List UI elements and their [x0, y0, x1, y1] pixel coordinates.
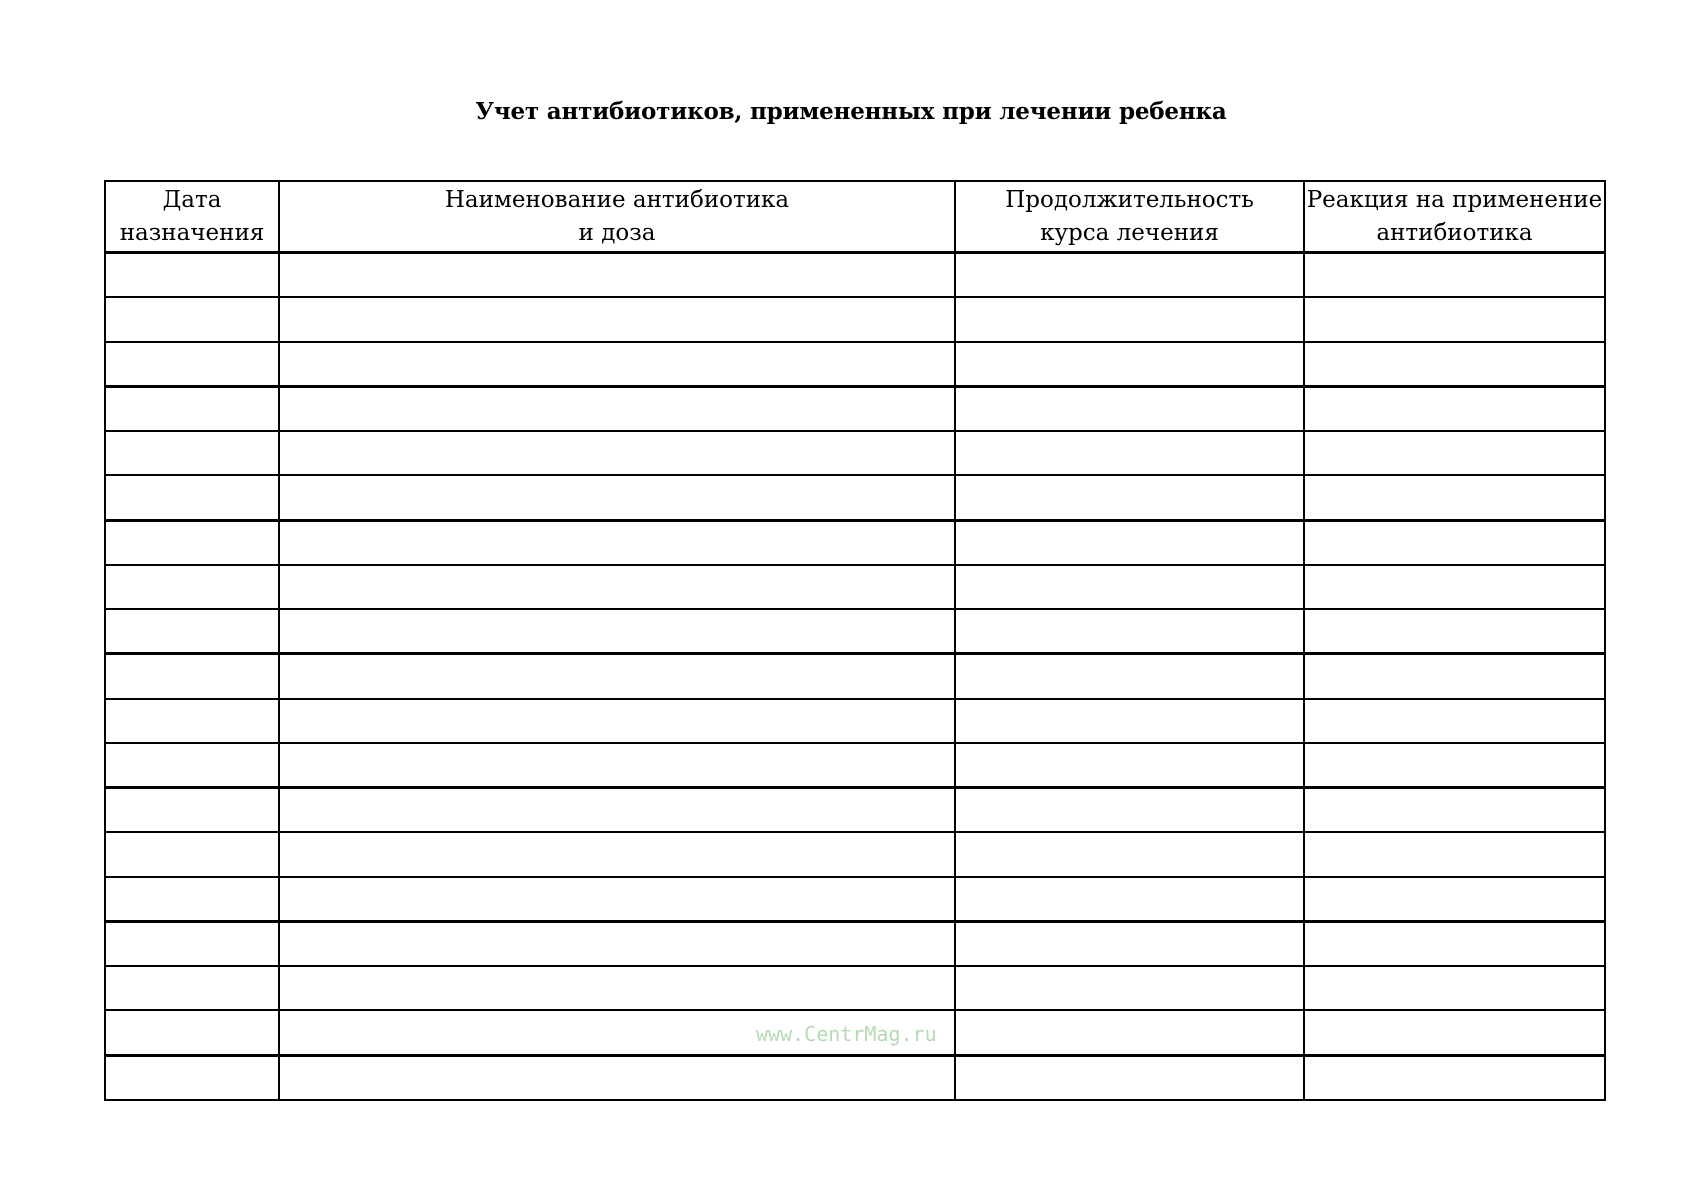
- date-cell[interactable]: [105, 609, 279, 654]
- antibiotic-cell[interactable]: [279, 788, 955, 833]
- reaction-cell[interactable]: [1304, 342, 1605, 387]
- duration-cell[interactable]: [955, 565, 1304, 609]
- duration-cell[interactable]: [955, 520, 1304, 565]
- column-header-duration: [955, 181, 1304, 253]
- date-cell[interactable]: [105, 431, 279, 475]
- reaction-cell[interactable]: [1304, 520, 1605, 565]
- antibiotic-cell[interactable]: [279, 921, 955, 966]
- date-cell[interactable]: [105, 832, 279, 876]
- reaction-cell[interactable]: [1304, 966, 1605, 1010]
- reaction-cell[interactable]: [1304, 431, 1605, 475]
- page-title: Учет антибиотиков, примененных при лечении ребенка: [475, 98, 1227, 125]
- duration-cell[interactable]: [955, 1055, 1304, 1100]
- column-header-date-line2: назначения: [119, 220, 265, 246]
- table-row: [105, 431, 1605, 475]
- column-header-duration-line2: курса лечения: [1040, 220, 1219, 246]
- column-header-date: [105, 181, 279, 253]
- date-cell[interactable]: [105, 565, 279, 609]
- date-cell[interactable]: [105, 475, 279, 520]
- table-row: [105, 788, 1605, 833]
- table-row: [105, 743, 1605, 788]
- antibiotic-cell[interactable]: [279, 342, 955, 387]
- reaction-cell[interactable]: [1304, 699, 1605, 743]
- date-cell[interactable]: [105, 253, 279, 298]
- table-row: [105, 921, 1605, 966]
- antibiotic-cell[interactable]: [279, 431, 955, 475]
- antibiotic-cell[interactable]: [279, 743, 955, 788]
- reaction-cell[interactable]: [1304, 565, 1605, 609]
- duration-cell[interactable]: [955, 609, 1304, 654]
- date-cell[interactable]: [105, 1010, 279, 1055]
- table-row: [105, 832, 1605, 876]
- table-header-row: [105, 181, 1605, 253]
- duration-cell[interactable]: [955, 877, 1304, 922]
- date-cell[interactable]: [105, 386, 279, 431]
- duration-cell[interactable]: [955, 966, 1304, 1010]
- date-cell[interactable]: [105, 654, 279, 699]
- antibiotics-record-table: [104, 180, 1606, 1101]
- reaction-cell[interactable]: [1304, 386, 1605, 431]
- table-row: [105, 609, 1605, 654]
- antibiotic-cell[interactable]: [279, 565, 955, 609]
- date-cell[interactable]: [105, 297, 279, 341]
- reaction-cell[interactable]: [1304, 253, 1605, 298]
- table-row: [105, 475, 1605, 520]
- date-cell[interactable]: [105, 877, 279, 922]
- antibiotic-cell[interactable]: [279, 520, 955, 565]
- reaction-cell[interactable]: [1304, 788, 1605, 833]
- duration-cell[interactable]: [955, 475, 1304, 520]
- date-cell[interactable]: [105, 1055, 279, 1100]
- reaction-cell[interactable]: [1304, 1055, 1605, 1100]
- duration-cell[interactable]: [955, 342, 1304, 387]
- reaction-cell[interactable]: [1304, 654, 1605, 699]
- duration-cell[interactable]: [955, 386, 1304, 431]
- antibiotic-cell[interactable]: [279, 832, 955, 876]
- duration-cell[interactable]: [955, 253, 1304, 298]
- date-cell[interactable]: [105, 921, 279, 966]
- antibiotic-cell[interactable]: [279, 297, 955, 341]
- antibiotic-cell[interactable]: [279, 877, 955, 922]
- duration-cell[interactable]: [955, 788, 1304, 833]
- antibiotic-cell[interactable]: [279, 966, 955, 1010]
- duration-cell[interactable]: [955, 297, 1304, 341]
- table-row: [105, 877, 1605, 922]
- table-body: [105, 253, 1605, 1101]
- column-header-antibiotic-line1: Наименование антибиотика: [444, 187, 790, 213]
- date-cell[interactable]: [105, 966, 279, 1010]
- antibiotic-cell[interactable]: [279, 654, 955, 699]
- antibiotic-cell[interactable]: [279, 1055, 955, 1100]
- duration-cell[interactable]: [955, 699, 1304, 743]
- table-row: [105, 253, 1605, 298]
- date-cell[interactable]: [105, 520, 279, 565]
- watermark: www.CentrMag.ru: [756, 1022, 937, 1046]
- table-row: [105, 1055, 1605, 1100]
- column-header-duration-line1: Продолжительность: [1005, 187, 1254, 213]
- table-row: [105, 297, 1605, 341]
- antibiotic-cell[interactable]: [279, 386, 955, 431]
- antibiotic-cell[interactable]: [279, 699, 955, 743]
- table-row: [105, 565, 1605, 609]
- table-row: [105, 699, 1605, 743]
- antibiotic-cell[interactable]: [279, 253, 955, 298]
- reaction-cell[interactable]: [1304, 609, 1605, 654]
- reaction-cell[interactable]: [1304, 1010, 1605, 1055]
- reaction-cell[interactable]: [1304, 877, 1605, 922]
- date-cell[interactable]: [105, 699, 279, 743]
- column-header-reaction-line2: антибиотика: [1376, 220, 1533, 246]
- reaction-cell[interactable]: [1304, 743, 1605, 788]
- column-header-date-line1: Дата: [162, 187, 222, 213]
- antibiotic-cell[interactable]: [279, 609, 955, 654]
- reaction-cell[interactable]: [1304, 832, 1605, 876]
- reaction-cell[interactable]: [1304, 475, 1605, 520]
- column-header-antibiotic-line2: и доза: [578, 220, 656, 246]
- table-row: [105, 386, 1605, 431]
- duration-cell[interactable]: [955, 743, 1304, 788]
- duration-cell[interactable]: [955, 654, 1304, 699]
- column-header-reaction-line1: Реакция на применение: [1306, 187, 1603, 213]
- table-row: [105, 654, 1605, 699]
- reaction-cell[interactable]: [1304, 921, 1605, 966]
- date-cell[interactable]: [105, 743, 279, 788]
- duration-cell[interactable]: [955, 832, 1304, 876]
- duration-cell[interactable]: [955, 921, 1304, 966]
- table-row: [105, 342, 1605, 387]
- duration-cell[interactable]: [955, 431, 1304, 475]
- reaction-cell[interactable]: [1304, 297, 1605, 341]
- antibiotic-cell[interactable]: [279, 475, 955, 520]
- date-cell[interactable]: [105, 342, 279, 387]
- column-header-reaction: [1304, 181, 1605, 253]
- date-cell[interactable]: [105, 788, 279, 833]
- duration-cell[interactable]: [955, 1010, 1304, 1055]
- table-row: [105, 966, 1605, 1010]
- table-row: [105, 520, 1605, 565]
- column-header-antibiotic: [279, 181, 955, 253]
